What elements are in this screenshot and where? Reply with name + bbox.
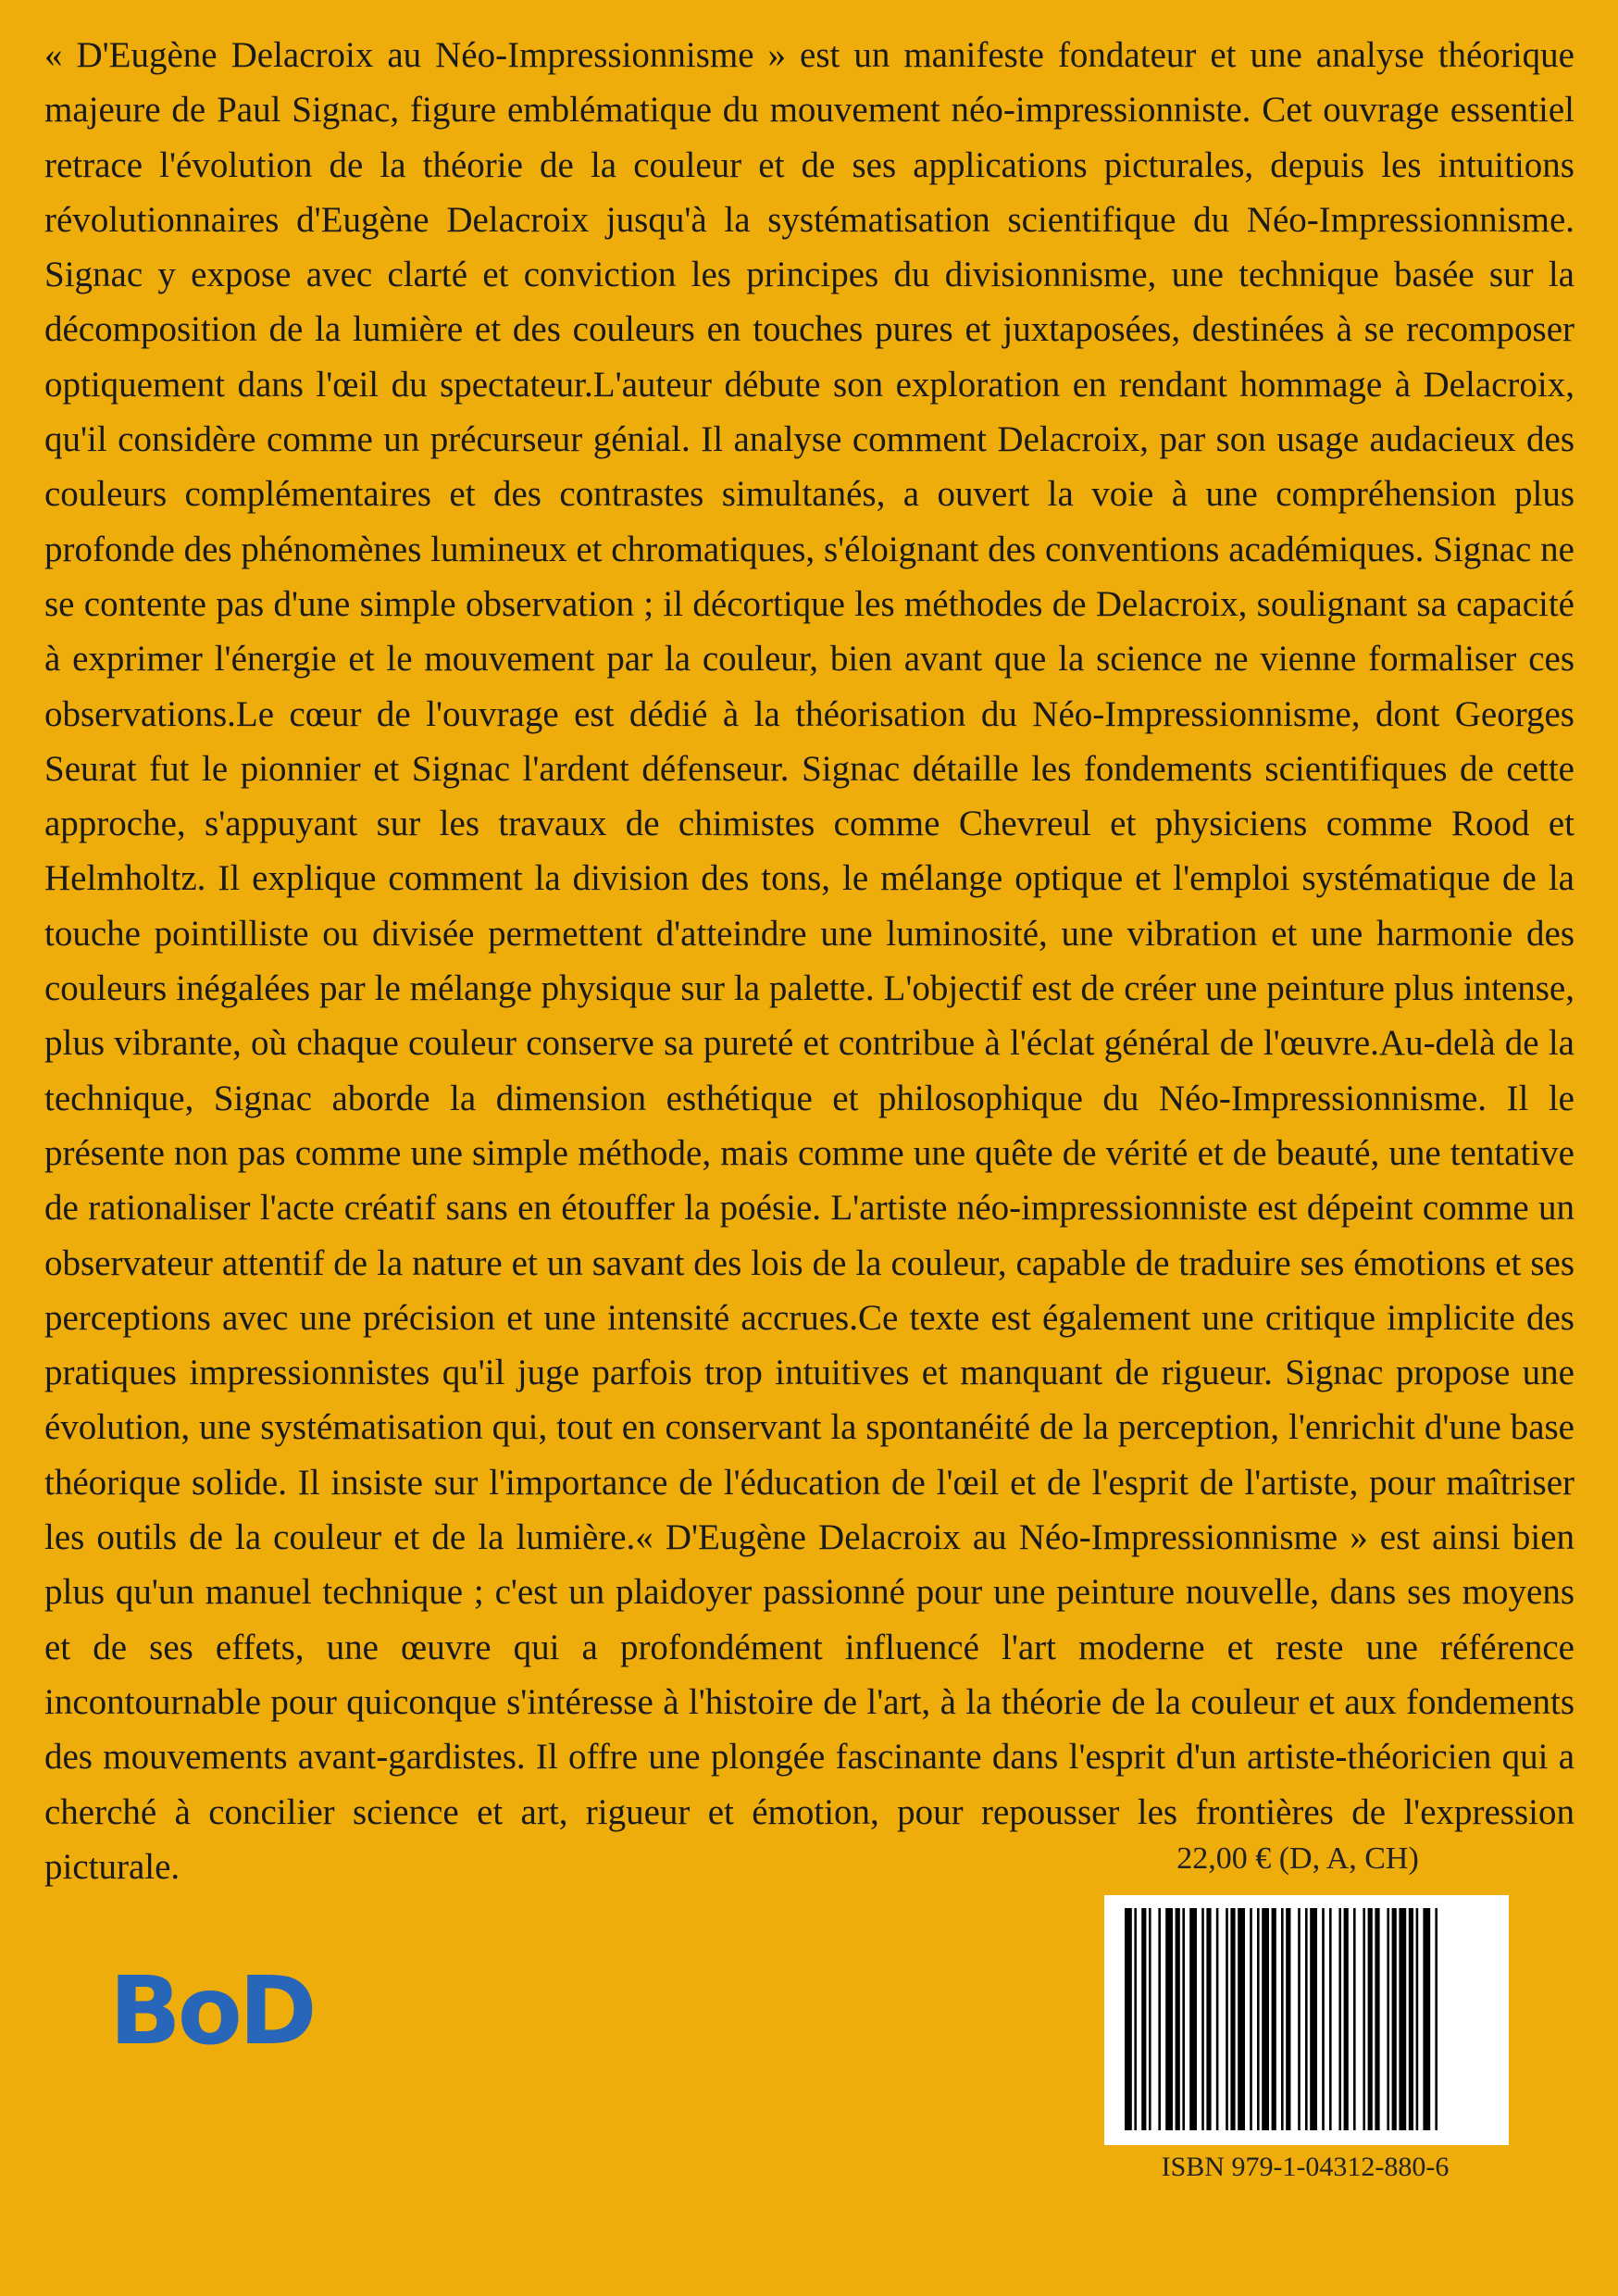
- barcode-bar: [1257, 1908, 1260, 2130]
- barcode-bar: [1392, 1908, 1397, 2130]
- barcode-bar: [1399, 1908, 1406, 2130]
- barcode-bar: [1353, 1908, 1356, 2130]
- barcode-bar: [1272, 1908, 1276, 2130]
- barcode-bar: [1125, 1908, 1132, 2130]
- barcode-bar: [1423, 1908, 1430, 2130]
- barcode-bar: [1387, 1908, 1389, 2130]
- barcode-bar: [1216, 1908, 1219, 2130]
- barcode-bar: [1298, 1908, 1301, 2130]
- blurb-text: « D'Eugène Delacroix au Néo-Impressionnisme » est un manifeste fondateur et une analyse théorique majeure de Paul Signac, figure emblématique du mouvement néo-impressionniste. Cet ouvrage essentiel retrace l'évolution de la théorie de la couleur et de ses applications picturales, depuis les intuitions révolutionnaires d'Eugène Delacroix jusqu'à la systématisation scientifique du Néo-Impressionnisme. Signac y expose avec clarté et conviction les principes du divisionnisme, une technique basée sur la décomposition de la lumière et des couleurs en touches pures et juxtaposées, destinées à se recomposer optiquement dans l'œil du spectateur.L'auteur débute son exploration en rendant hommage à Delacroix, qu'il considère comme un précurseur génial. Il analyse comment Delacroix, par son usage audacieux des couleurs complémentaires et des contrastes simultanés, a ouvert la voie à une compréhension plus profonde des phénomènes lumineux et chromatiques, s'éloignant des conventions académiques. Signac ne se contente pas d'une simple observation ; il décortique les méthodes de Delacroix, soulignant sa capacité à exprimer l'énergie et le mouvement par la couleur, bien avant que la science ne vienne formaliser ces observations.Le cœur de l'ouvrage est dédié à la théorisation du Néo-Impressionnisme, dont Georges Seurat fut le pionnier et Signac l'ardent défenseur. Signac détaille les fondements scientifiques de cette approche, s'appuyant sur les travaux de chimistes comme Chevreul et physiciens comme Rood et Helmholtz. Il explique comment la division des tons, le mélange optique et l'emploi systématique de la touche pointilliste ou divisée permettent d'atteindre une luminosité, une vibration et une harmonie des couleurs inégalées par le mélange physique sur la palette. L'objectif est de créer une peinture plus intense, plus vibrante, où chaque couleur conserve sa pureté et contribue à l'éclat général de l'œuvre.Au-delà de la technique, Signac aborde la dimension esthétique et philosophique du Néo-Impressionnisme. Il le présente non pas comme une simple méthode, mais comme une quête de vérité et de beauté, une tentative de rationaliser l'acte créatif sans en étouffer la poésie. L'artiste néo-impressionniste est dépeint comme un observateur attentif de la nature et un savant des lois de la couleur, capable de traduire ses émotions et ses perceptions avec une précision et une intensité accrues.Ce texte est également une critique implicite des pratiques impressionnistes qu'il juge parfois trop intuitives et manquant de rigueur. Signac propose une évolution, une systématisation qui, tout en conservant la spontanéité de la perception, l'enrichit d'une base théorique solide. Il insiste sur l'importance de l'éducation de l'œil et de l'esprit de l'artiste, pour maîtriser les outils de la couleur et de la lumière.« D'Eugène Delacroix au Néo-Impressionnisme » est ainsi bien plus qu'un manuel technique ; c'est un plaidoyer passionné pour une peinture nouvelle, dans ses moyens et de ses effets, une œuvre qui a profondément influencé l'art moderne et reste une référence incontournable pour quiconque s'intéresse à l'histoire de l'art, à la théorie de la couleur et aux fondements des mouvements avant-gardistes. Il offre une plongée fascinante dans l'esprit d'un artiste-théoricien qui a cherché à concilier science et art, rigueur et émotion, pour repousser les frontières de l'expression picturale.: [44, 35, 1574, 1887]
- barcode-bar: [1344, 1908, 1349, 2130]
- barcode-bar: [1189, 1908, 1197, 2130]
- barcode-bar: [1141, 1908, 1146, 2130]
- barcode-bar: [1226, 1908, 1228, 2130]
- barcode-bar: [1158, 1908, 1161, 2130]
- barcode-bar: [1250, 1908, 1252, 2130]
- barcode-bar: [1165, 1908, 1173, 2130]
- barcode-bar: [1182, 1908, 1185, 2130]
- barcode: [1104, 1895, 1509, 2145]
- barcode-bar: [1338, 1908, 1341, 2130]
- isbn-label: ISBN 979-1-04312-880-6: [1161, 2152, 1450, 2182]
- publisher-logo: BoD: [109, 1956, 314, 2066]
- barcode-bar: [1149, 1908, 1151, 2130]
- barcode-bar: [1409, 1908, 1413, 2130]
- barcode-icon: [1121, 1908, 1491, 2130]
- barcode-bar: [1310, 1908, 1317, 2130]
- barcode-bar: [1281, 1908, 1284, 2130]
- barcode-bar: [1134, 1908, 1137, 2130]
- barcode-bar: [1416, 1908, 1419, 2130]
- price-label: 22,00 € (D, A, CH): [1176, 1841, 1419, 1876]
- barcode-bar: [1286, 1908, 1290, 2130]
- barcode-bar: [1238, 1908, 1245, 2130]
- barcode-bar: [1363, 1908, 1365, 2130]
- barcode-bar: [1329, 1908, 1332, 2130]
- barcode-bar: [1176, 1908, 1180, 2130]
- barcode-bar: [1322, 1908, 1325, 2130]
- barcode-bar: [1206, 1908, 1211, 2130]
- barcode-bar: [1368, 1908, 1373, 2130]
- barcode-bar: [1305, 1908, 1308, 2130]
- barcode-bar: [1230, 1908, 1235, 2130]
- barcode-bar: [1201, 1908, 1204, 2130]
- barcode-bar: [1435, 1908, 1438, 2130]
- barcode-bar: [1262, 1908, 1269, 2130]
- barcode-bar: [1375, 1908, 1379, 2130]
